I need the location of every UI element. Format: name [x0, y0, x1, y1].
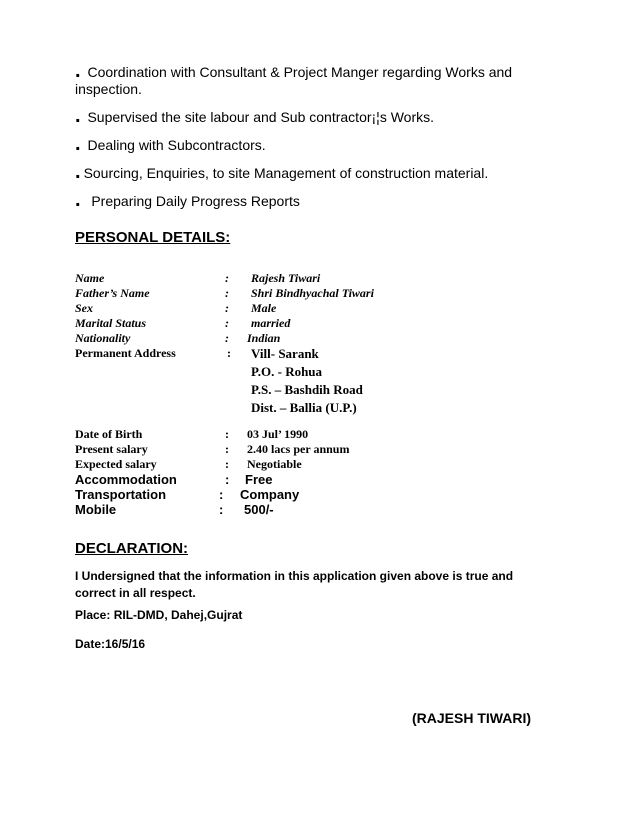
detail-value: Rajesh Tiwari — [251, 271, 321, 285]
list-item — [75, 161, 555, 183]
detail-value: Negotiable — [247, 457, 302, 471]
detail-colon: : — [225, 457, 229, 471]
address-line: Dist. – Ballia (U.P.) — [251, 400, 357, 415]
detail-colon: : — [219, 487, 224, 502]
detail-label: Nationality — [75, 331, 131, 345]
detail-colon: : — [225, 427, 229, 441]
list-item-text: Coordination with Consultant & Project Manger regarding Works and inspection. — [75, 64, 513, 97]
list-item-text: Supervised the site labour and Sub contractor¡¦s Works. — [87, 109, 435, 125]
detail-colon: : — [225, 331, 229, 345]
detail-value: Free — [245, 472, 273, 487]
detail-colon: : — [219, 502, 224, 517]
detail-value: 03 Jul’ 1990 — [247, 427, 309, 441]
responsibility-list — [75, 60, 555, 221]
detail-label: Name — [75, 271, 105, 285]
detail-label: Sex — [75, 301, 93, 315]
detail-label: Marital Status — [75, 316, 147, 330]
address-line: P.O. - Rohua — [251, 364, 323, 379]
bullet-marker: . — [75, 60, 81, 82]
signature-name: (RAJESH TIWARI) — [412, 710, 531, 726]
detail-colon: : — [227, 346, 231, 360]
list-item-text: Dealing with Subcontractors. — [87, 137, 266, 153]
personal-details-heading: PERSONAL DETAILS: — [75, 229, 231, 246]
detail-label: Date of Birth — [75, 427, 143, 441]
detail-colon: : — [225, 472, 230, 487]
list-item — [75, 133, 555, 155]
detail-value: Indian — [247, 331, 281, 345]
declaration-heading: DECLARATION: — [75, 540, 189, 557]
detail-label: Mobile — [75, 502, 117, 517]
detail-value: 2.40 lacs per annum — [247, 442, 350, 456]
bullet-marker: . — [75, 105, 81, 127]
list-item — [75, 60, 555, 98]
detail-value: Vill- Sarank — [251, 346, 319, 361]
address-line: P.S. – Bashdih Road — [251, 382, 363, 397]
list-item-text: Sourcing, Enquiries, to site Management of construction material. — [83, 165, 489, 181]
bullet-marker: . — [75, 133, 81, 155]
list-item — [75, 105, 555, 127]
declaration-place: Place: RIL-DMD, Dahej,Gujrat — [75, 608, 243, 622]
list-item-text: Preparing Daily Progress Reports — [91, 193, 300, 209]
detail-value: Shri Bindhyachal Tiwari — [251, 286, 374, 300]
detail-colon: : — [225, 442, 229, 456]
declaration-date: Date:16/5/16 — [75, 637, 146, 651]
detail-label: Accommodation — [75, 472, 177, 487]
detail-colon: : — [225, 286, 229, 300]
detail-label: Permanent Address — [75, 346, 176, 360]
detail-label: Present salary — [75, 442, 148, 456]
detail-colon: : — [225, 301, 229, 315]
detail-label: Father’s Name — [75, 286, 150, 300]
detail-label: Transportation — [75, 487, 167, 502]
declaration-text: I Undersigned that the information in this application given above is true and correct in all respect. — [75, 569, 514, 600]
list-item — [75, 189, 555, 211]
detail-value: 500/- — [244, 502, 274, 517]
bullet-marker: . — [75, 161, 81, 183]
detail-colon: : — [225, 316, 229, 330]
detail-colon: : — [225, 271, 229, 285]
detail-value: Company — [240, 487, 300, 502]
detail-value: Male — [251, 301, 277, 315]
detail-label: Expected salary — [75, 457, 157, 471]
bullet-marker: . — [75, 189, 81, 211]
detail-value: married — [251, 316, 291, 330]
